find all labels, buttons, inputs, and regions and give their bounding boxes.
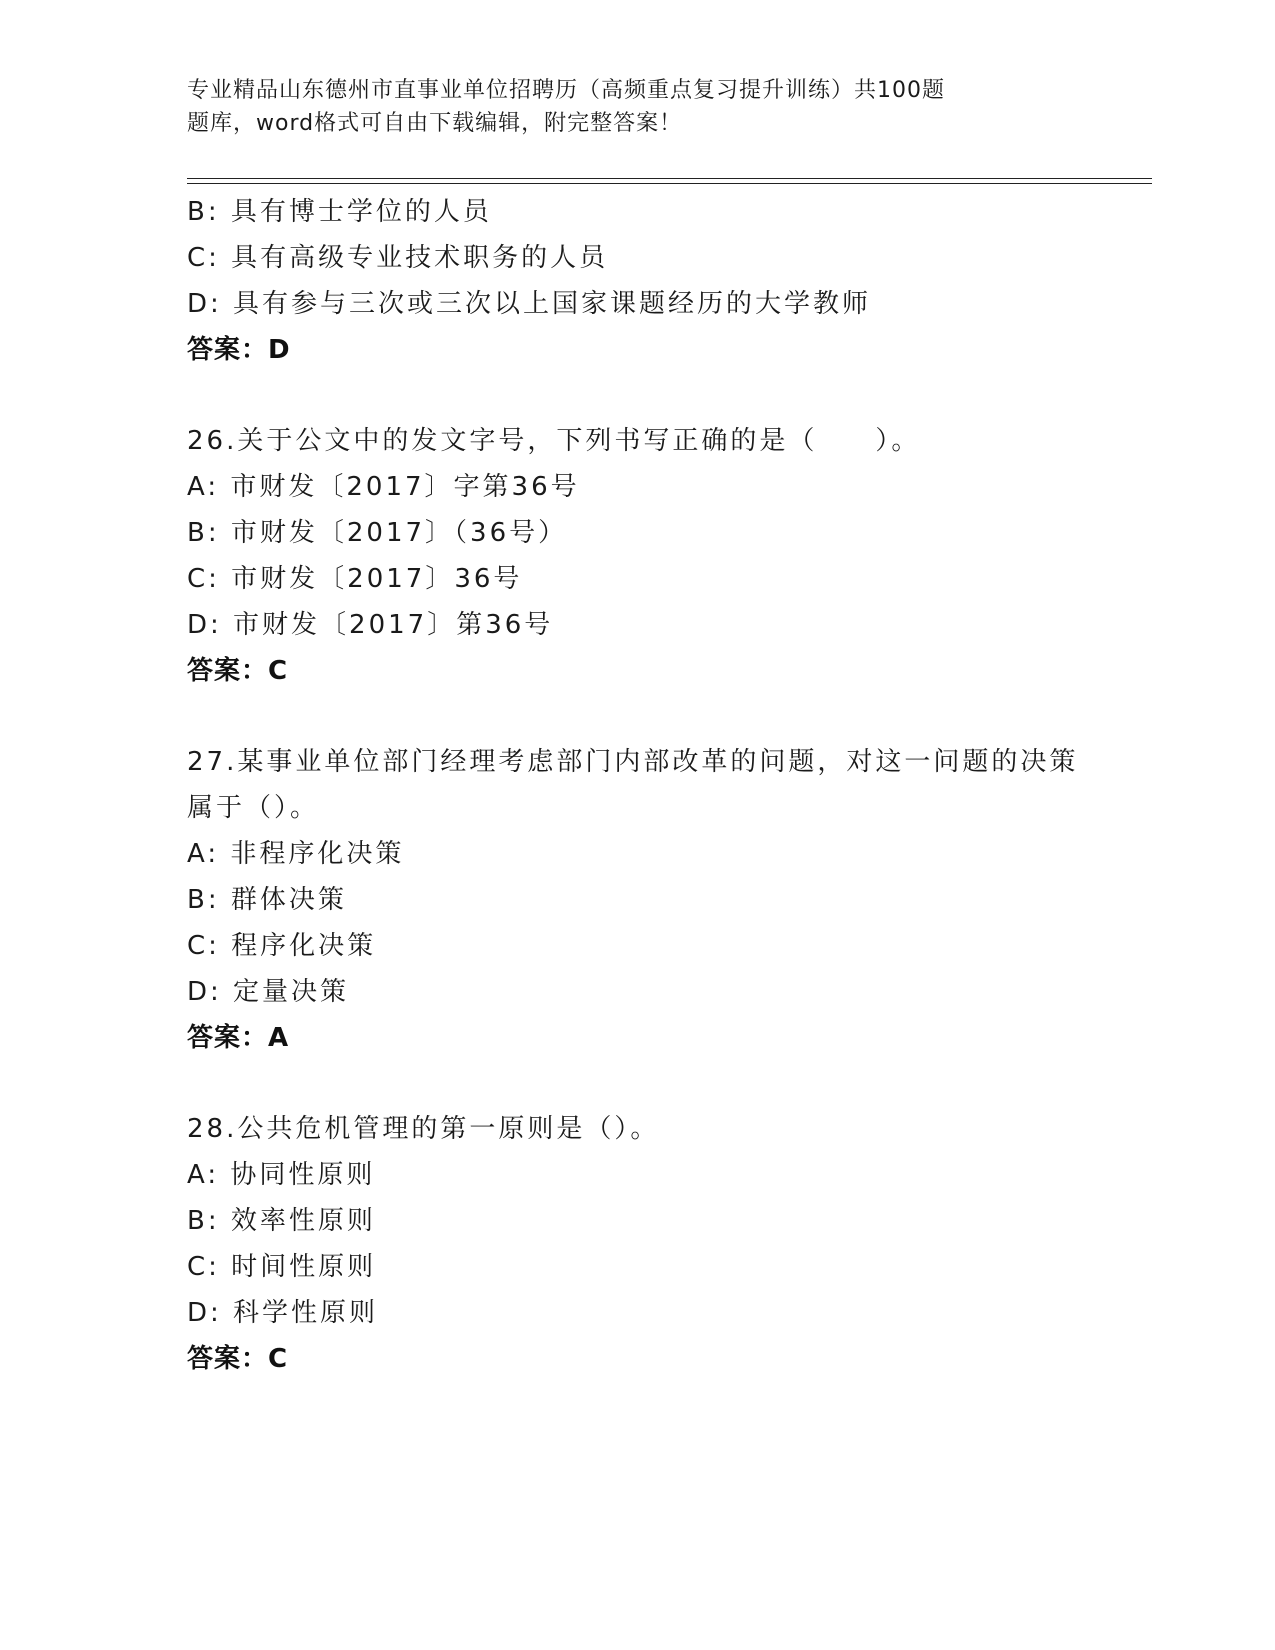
question-stem: 27.某事业单位部门经理考虑部门内部改革的问题，对这一问题的决策 <box>187 747 1079 777</box>
option-d: D: 科学性原则 <box>187 1298 379 1328</box>
option-b: B: 市财发〔2017〕（36号） <box>187 518 568 548</box>
header-line-2: 题库，word格式可自由下载编辑，附完整答案！ <box>187 111 683 136</box>
option-a: A: 市财发〔2017〕字第36号 <box>187 472 580 502</box>
option-c: C: 时间性原则 <box>187 1252 377 1282</box>
option-b: B: 具有博士学位的人员 <box>187 197 492 227</box>
question-27 <box>187 739 1087 1061</box>
answer-line: 答案：C <box>187 656 289 686</box>
answer-line: 答案：A <box>187 1023 290 1053</box>
option-c: C: 市财发〔2017〕36号 <box>187 564 523 594</box>
option-a: A: 协同性原则 <box>187 1160 376 1190</box>
header-divider-bottom <box>187 183 1152 184</box>
question-stem-continued: 属于（）。 <box>187 793 320 823</box>
question-28 <box>187 1106 1087 1382</box>
continued-question <box>187 189 1087 373</box>
answer-line: 答案：D <box>187 335 291 365</box>
option-d: D: 定量决策 <box>187 977 350 1007</box>
page-header <box>187 74 1047 140</box>
option-d: D: 市财发〔2017〕第36号 <box>187 610 554 640</box>
option-a: A: 非程序化决策 <box>187 839 405 869</box>
option-d: D: 具有参与三次或三次以上国家课题经历的大学教师 <box>187 289 872 319</box>
option-b: B: 效率性原则 <box>187 1206 376 1236</box>
header-line-1: 专业精品山东德州市直事业单位招聘历（高频重点复习提升训练）共100题 <box>187 78 945 103</box>
header-divider-top <box>187 178 1152 179</box>
document-body <box>187 189 1087 1382</box>
question-26 <box>187 418 1087 694</box>
option-c: C: 具有高级专业技术职务的人员 <box>187 243 609 273</box>
option-b: B: 群体决策 <box>187 885 347 915</box>
question-stem: 28.公共危机管理的第一原则是（）。 <box>187 1114 660 1144</box>
option-c: C: 程序化决策 <box>187 931 377 961</box>
answer-line: 答案：C <box>187 1344 289 1374</box>
question-stem: 26.关于公文中的发文字号，下列书写正确的是（ ）。 <box>187 426 921 456</box>
